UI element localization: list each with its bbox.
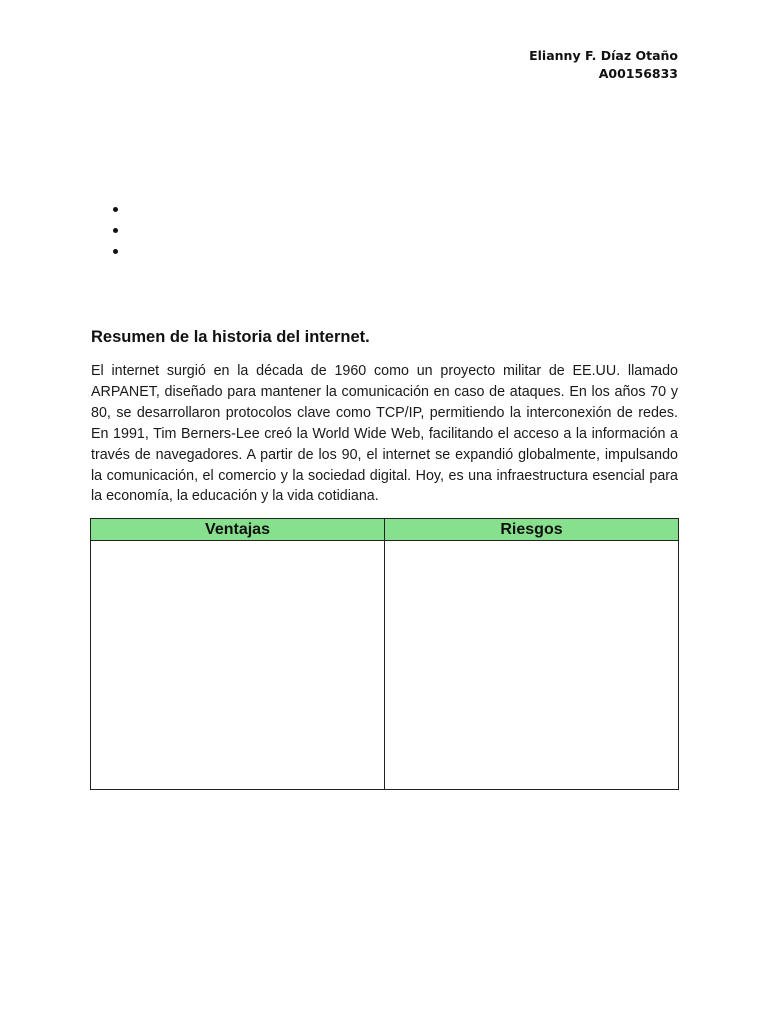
section-title: Resumen de la historia del internet.	[91, 328, 370, 346]
table-row	[91, 541, 679, 790]
bullet-item	[110, 242, 130, 263]
empty-bullet-list	[110, 200, 130, 263]
table-header-row	[91, 519, 679, 541]
student-id: A00156833	[598, 66, 678, 81]
bullet-icon	[113, 228, 118, 233]
bullet-icon	[113, 249, 118, 254]
ventajas-riesgos-table	[90, 518, 679, 790]
riesgos-cell[interactable]	[385, 541, 679, 790]
riesgos-header: Riesgos	[385, 519, 679, 541]
ventajas-header: Ventajas	[91, 519, 385, 541]
bullet-icon	[113, 207, 118, 212]
bullet-item	[110, 221, 130, 242]
ventajas-cell[interactable]	[91, 541, 385, 790]
bullet-item	[110, 200, 130, 221]
author-name: Elianny F. Díaz Otaño	[529, 48, 678, 63]
summary-paragraph: El internet surgió en la década de 1960 como un proyecto militar de EE.UU. llamado ARPANET, diseñado para mantener la comunicación en caso de ataques. En los años 70 y 80, se desarrollaron protocolos clave como TCP/IP, permitiendo la interconexión de redes. En 1991, Tim Berners-Lee creó la World Wide Web, facilitando el acceso a la información a través de navegadores. A partir de los 90, el internet se expandió globalmente, impulsando la comunicación, el comercio y la sociedad digital. Hoy, es una infraestructura esencial para la economía, la educación y la vida cotidiana.	[91, 363, 678, 505]
document-header	[529, 47, 678, 83]
